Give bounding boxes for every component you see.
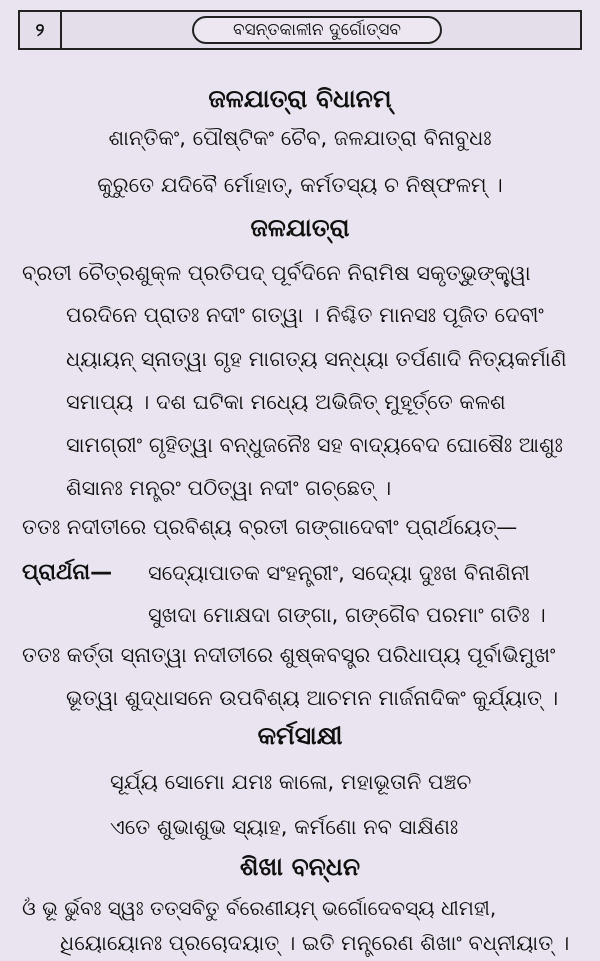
mantra-line: ଓଁ ଭୂ ର୍ଭୁବଃ ସ୍ୱଃ ତତ୍‌ସବିତୁ ର୍ବରେଣୀୟମ୍ ଭର୍ଗୋଦେବସ୍ୟ ଧୀମହୀ,	[22, 896, 497, 920]
prayer-line: ସୁଖଦା ମୋକ୍ଷଦା ଗଙ୍ଗା, ଗଙ୍ଗୈବ ପରମାଂ ଗତିଃ ।	[148, 603, 546, 627]
body-line: ଶିସାନଃ ମନ୍ତ୍ରଂ ପଠିତ୍ୱା ନଦୀଂ ଗଚ୍ଛେତ୍ ।	[66, 476, 392, 500]
prayer-label: ପ୍ରାର୍ଥନା—	[22, 560, 113, 585]
heading-jalayatra-vidhanam: ଜଳଯାତ୍ରା ବିଧାନମ୍	[208, 84, 392, 113]
heading-jalayatra: ଜଳଯାତ୍ରା	[250, 213, 350, 242]
verse-line: କୁରୁତେ ଯଦିବୈ ର୍ମୋହାତ୍, କର୍ମତସ୍ୟ ଚ ନିଷ୍ଫଳମ୍ ।	[97, 173, 503, 197]
mantra-line: ଧିୟୋୟୋନଃ ପ୍ରଚୋଦୟାତ୍ । ଇତି ମନ୍ତ୍ରେଣ ଶିଖାଂ ବଧ୍ନୀୟାତ୍ ।	[60, 931, 570, 955]
body-line: ସମାପ୍ୟ । ଦଶ ଘଟିକା ମଧ୍ୟେ ଅଭିଜିତ୍ ମୁହୂର୍ତ୍ତେ କଳଶ	[66, 390, 506, 414]
heading-karmasakshi: କର୍ମସାକ୍ଷୀ	[257, 721, 343, 750]
body-line: ତତଃ ନଦୀତୀରେ ପ୍ରବିଶ୍ୟ ବ୍ରତୀ ଗଙ୍ଗାଦେବୀଂ ପ୍ରାର୍ଥୟେତ୍—	[22, 515, 518, 539]
verse-line: ଏତେ ଶୁଭାଶୁଭ ସ୍ୟାହ, କର୍ମଣୋ ନବ ସାକ୍ଷିଣଃ	[110, 815, 459, 839]
running-header	[18, 10, 582, 50]
verse-line: ଶାନ୍ତିକଂ, ପୌଷ୍ଟିକଂ ଚୈବ, ଜଳଯାତ୍ରା ବିନାବୁଧଃ	[108, 126, 492, 150]
running-title: ବସନ୍ତକାଳୀନ ଦୁର୍ଗୋତ୍ସବ	[192, 16, 442, 44]
verse-line: ସୂର୍ଯ୍ୟ ସୋମୋ ଯମଃ କାଳୋ, ମହାଭୂତାନି ପଞ୍ଚଚ	[110, 770, 472, 794]
body-line: ଧ୍ୟାୟନ୍ ସ୍ନାତ୍ୱା ଗୃହ ମାଗତ୍ୟ ସନ୍ଧ୍ୟା ତର୍ପଣାଦି ନିତ୍ୟକର୍ମାଣି	[66, 347, 567, 371]
prayer-line: ସଦ୍ୟୋପାତକ ସଂହନ୍ତ୍ରୀଂ, ସଦ୍ୟୋ ଦୁଃଖ ବିନାଶିନୀ	[148, 561, 530, 585]
body-line: ସାମଗ୍ରୀଂ ଗୃହିତ୍ୱା ବନ୍ଧୁଜନୈଃ ସହ ବାଦ୍ୟବେଦ ଘୋଷୈଃ ଆଶୁଃ	[66, 433, 563, 457]
page-number: ୨	[20, 12, 62, 48]
body-line: ତତଃ କର୍ତ୍ତା ସ୍ନାତ୍ୱା ନଦୀତୀରେ ଶୁଷ୍କବସ୍ତ୍ର ପରିଧାପ୍ୟ ପୂର୍ବାଭିମୁଖଂ	[22, 643, 556, 667]
body-line: ପରଦିନେ ପ୍ରାତଃ ନଦୀଂ ଗତ୍ୱା । ନିଶ୍ଚିତ ମାନସଃ ପୂଜିତ ଦେବୀଂ	[66, 303, 544, 327]
body-line: ବ୍ରତୀ ଚୈତ୍ରଶୁକ୍ଳ ପ୍ରତିପଦ୍ ପୂର୍ବଦିନେ ନିରାମିଷ ସକୃତ୍‌ଭୁଙ୍‌କ୍ତ୍ୱା	[22, 261, 531, 285]
heading-shikha-bandhan: ଶିଖା ବନ୍ଧନ	[239, 852, 361, 881]
body-line: ଭୂତ୍ୱା ଶୁଦ୍ଧାସନେ ଉପବିଶ୍ୟ ଆଚମନ ମାର୍ଜନାଦିକଂ କୁର୍ଯ୍ୟାତ୍ ।	[66, 686, 559, 710]
